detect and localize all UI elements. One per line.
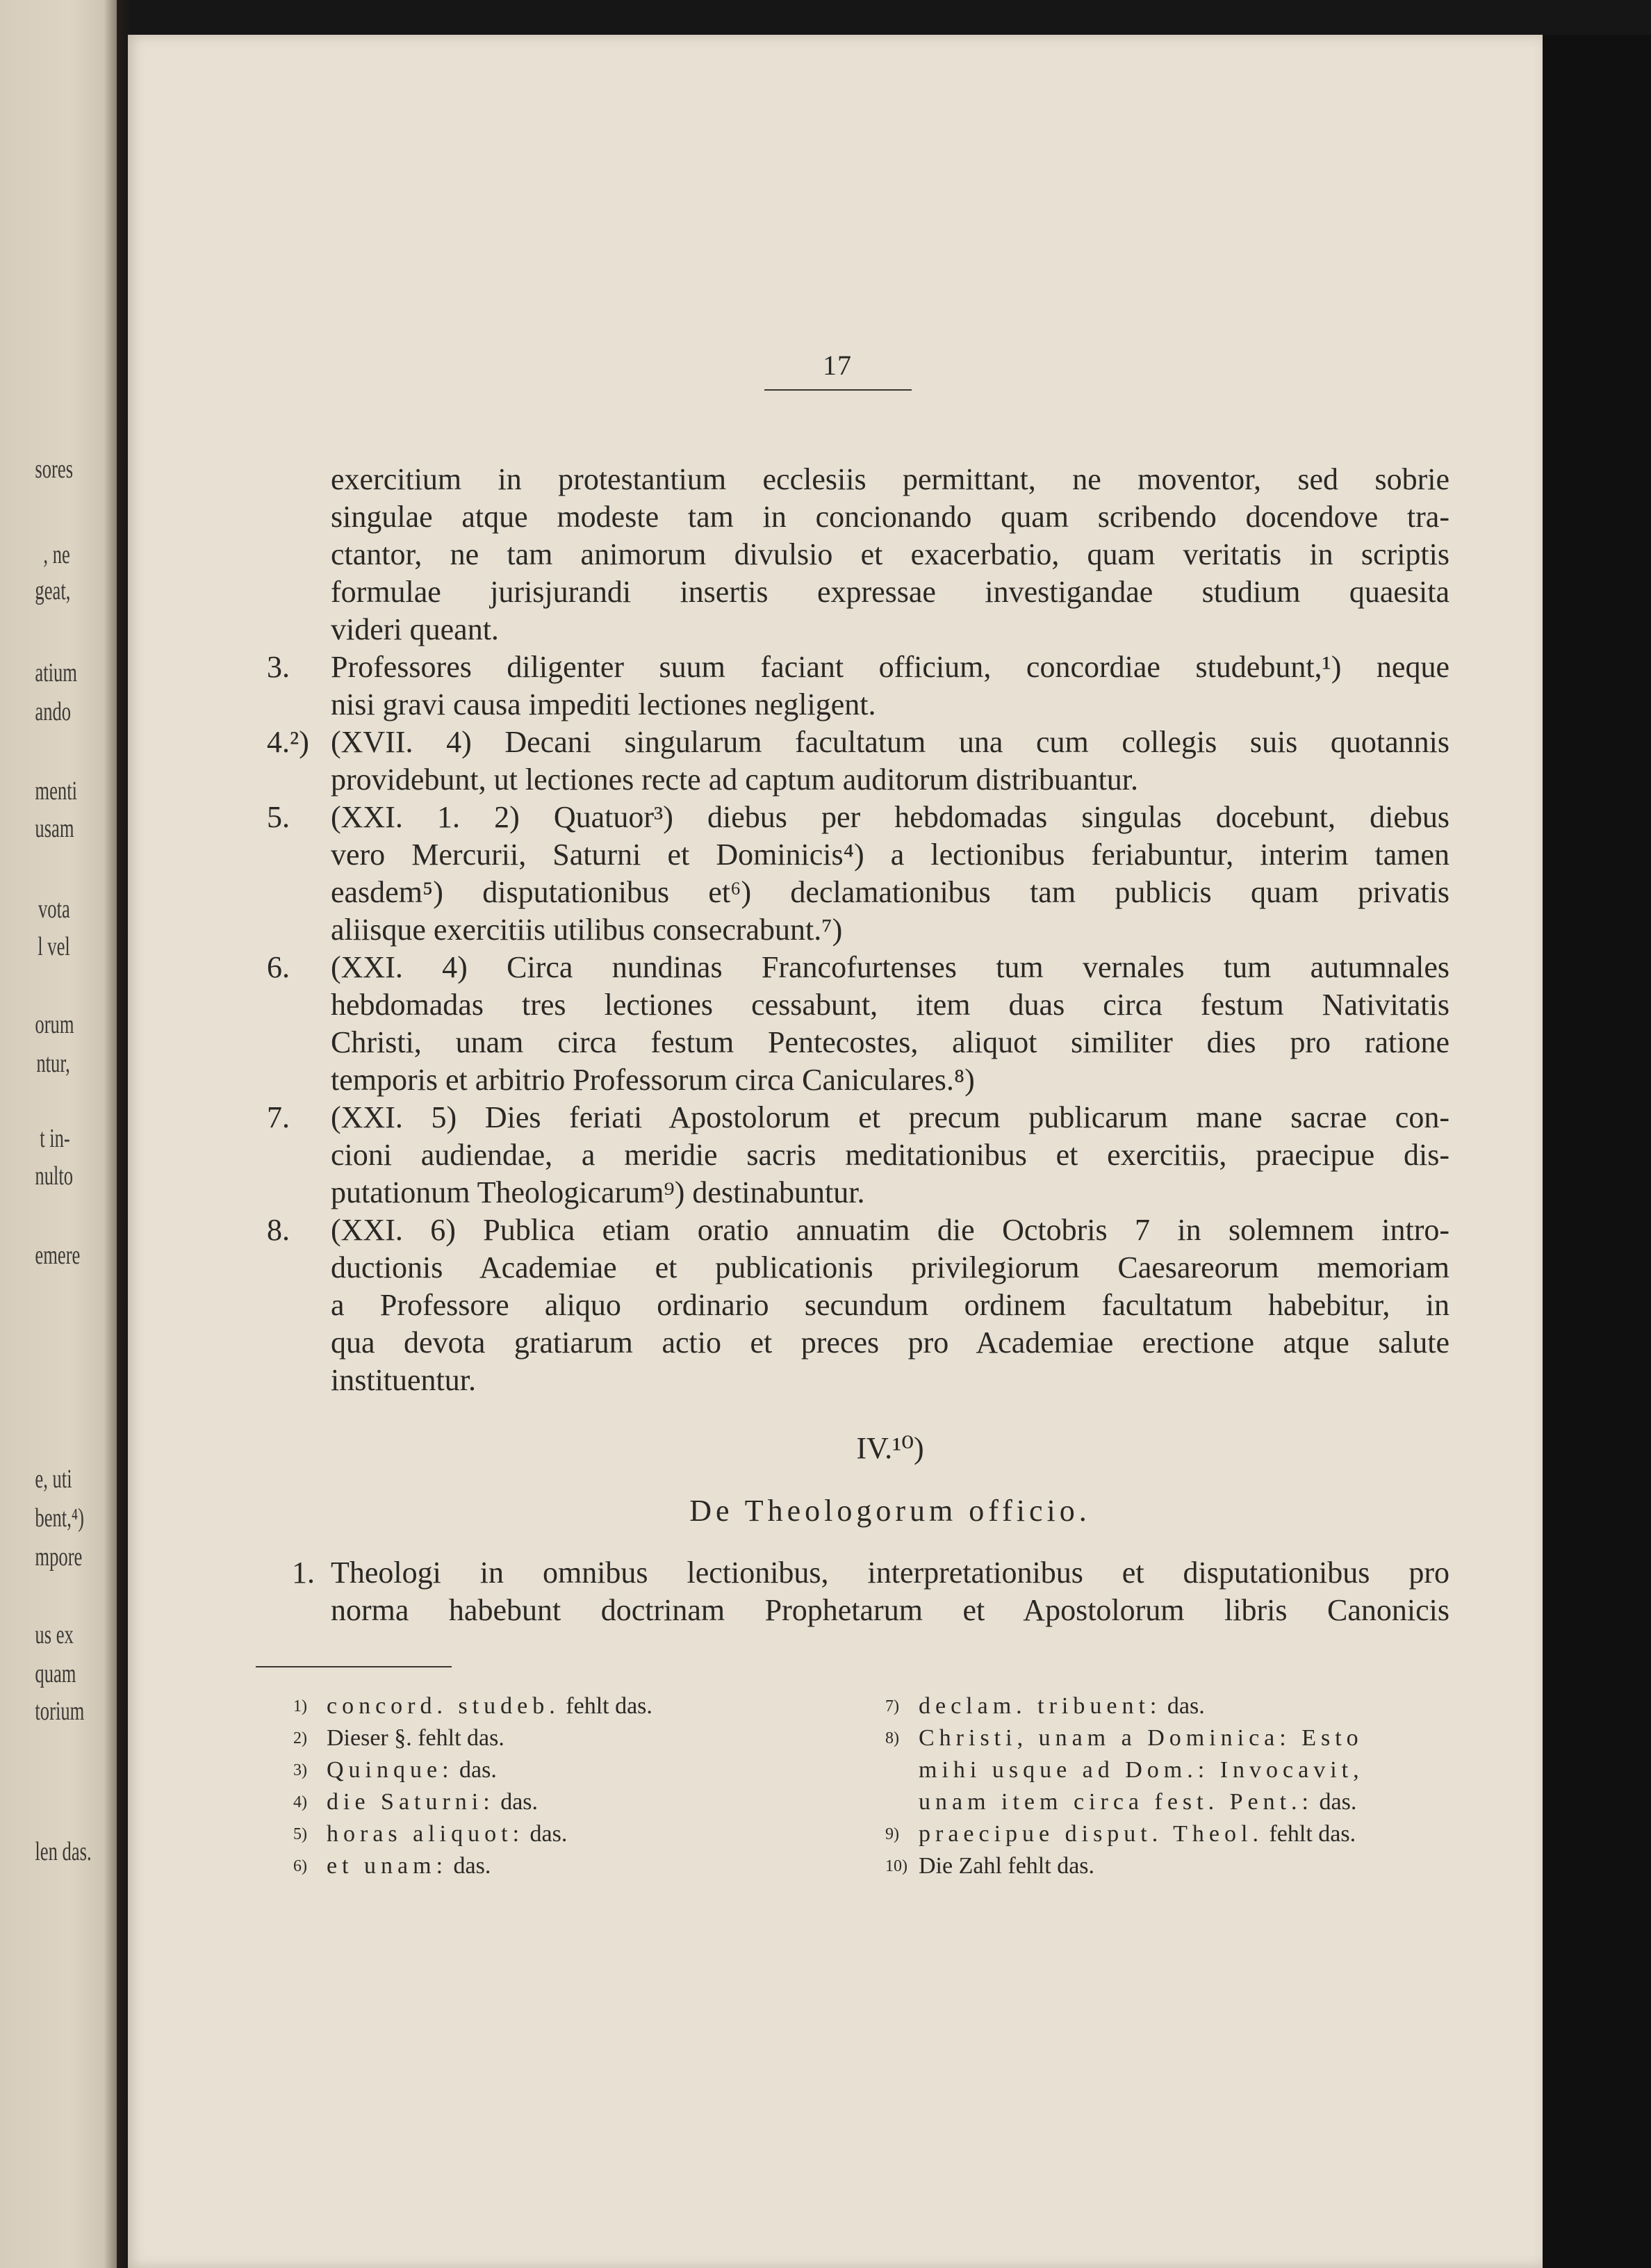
left-fragment: atium xyxy=(35,658,77,687)
previous-page-edge xyxy=(0,0,117,2268)
footnote xyxy=(919,1786,1449,1818)
footnote-mark: 2) xyxy=(293,1729,307,1747)
list-item xyxy=(267,949,1449,1099)
footnote-note: Dieser §. fehlt das. xyxy=(327,1725,504,1751)
text-line: providebunt, ut lectiones recte ad captum auditorum distribuantur. xyxy=(331,762,1139,797)
left-fragment: t in- xyxy=(40,1124,70,1153)
footnote xyxy=(293,1818,757,1850)
footnote-lemma: mihi usque ad Dom.: Invocavit, xyxy=(919,1757,1364,1783)
text-line: hebdomadas tres lectiones cessabunt, item duas circa festum Nativitatis xyxy=(331,988,1449,1022)
footnotes-left xyxy=(293,1690,757,1882)
text-line: a Professore aliquo ordinario secundum ordinem facultatum habebitur, in xyxy=(331,1288,1449,1322)
intro-paragraph xyxy=(331,461,1449,648)
section-title: De Theologorum officio. xyxy=(689,1494,1091,1528)
left-fragment: e, uti xyxy=(35,1465,72,1494)
footnote-mark: 10) xyxy=(885,1857,907,1875)
left-fragment: , ne xyxy=(43,540,70,569)
footnote-mark xyxy=(885,1786,919,1818)
footnote-mark: 5) xyxy=(293,1825,307,1843)
text-line: Professores diligenter suum faciant officium, concordiae studebunt,¹) neque xyxy=(331,650,1449,684)
footnote-rule xyxy=(256,1666,452,1667)
left-fragment: len das. xyxy=(35,1837,92,1866)
left-fragment: usam xyxy=(35,814,74,843)
item-number: 5. xyxy=(267,800,290,834)
footnote-note: das. xyxy=(1313,1789,1357,1815)
text-line: Christi, unam circa festum Pentecostes, aliquot similiter dies pro ratione xyxy=(331,1025,1449,1059)
footnote-lemma: Quinque: xyxy=(327,1757,454,1783)
text-line: videri queant. xyxy=(331,612,499,646)
left-fragment: vota xyxy=(38,895,70,924)
section-heading: IV.¹⁰) xyxy=(856,1431,924,1465)
text-line: qua devota gratiarum actio et preces pro Academiae erectione atque salute xyxy=(331,1325,1449,1360)
footnote-mark xyxy=(885,1754,919,1786)
footnote-lemma: concord. studeb. xyxy=(327,1693,560,1719)
text-line: singulae atque modeste tam in concionando quam scribendo docendove tra- xyxy=(331,500,1449,534)
text-line: formulae jurisjurandi insertis expressae investigandae studium quaesita xyxy=(331,575,1449,609)
footnote xyxy=(293,1754,757,1786)
item-number: 8. xyxy=(267,1213,290,1247)
footnote xyxy=(885,1722,1449,1754)
footnotes-right xyxy=(885,1690,1449,1882)
list-item xyxy=(267,799,1449,949)
text-line: (XXI. 5) Dies feriati Apostolorum et precum publicarum mane sacrae con- xyxy=(331,1100,1449,1134)
item-number: 1. xyxy=(292,1556,315,1590)
footnote-note: das. xyxy=(524,1821,568,1847)
left-fragment: torium xyxy=(35,1697,85,1726)
footnote-mark: 7) xyxy=(885,1697,899,1715)
footnote-lemma: et unam: xyxy=(327,1853,448,1879)
left-fragment: geat, xyxy=(35,576,71,605)
footnote-mark: 8) xyxy=(885,1729,899,1747)
footnote xyxy=(885,1818,1449,1850)
body-text xyxy=(267,461,1449,1399)
footnote-mark: 1) xyxy=(293,1697,307,1715)
left-fragment: bent,⁴) xyxy=(35,1503,84,1533)
footnote xyxy=(919,1754,1449,1786)
text-line: (XXI. 4) Circa nundinas Francofurtenses tum vernales tum autumnales xyxy=(331,950,1449,984)
left-fragment: orum xyxy=(35,1010,74,1039)
left-fragment: ando xyxy=(35,697,72,726)
text-line: putationum Theologicarum⁹) destinabuntur. xyxy=(331,1175,865,1209)
footnote-lemma: praecipue disput. Theol. xyxy=(919,1821,1263,1847)
footnote-note: fehlt das. xyxy=(1263,1821,1356,1847)
footnote-lemma: unam item circa fest. Pent.: xyxy=(919,1789,1313,1815)
page-number-rule xyxy=(764,389,912,391)
section-body xyxy=(292,1554,1449,1629)
text-line: vero Mercurii, Saturni et Dominicis⁴) a lectionibus feriabuntur, interim tamen xyxy=(331,838,1449,872)
footnote-lemma: die Saturni: xyxy=(327,1789,495,1815)
text-line: (XXI. 1. 2) Quatuor³) diebus per hebdomadas singulas docebunt, diebus xyxy=(331,800,1449,834)
footnote-mark: 4) xyxy=(293,1793,307,1811)
left-fragment: mpore xyxy=(35,1542,83,1572)
text-line: (XVII. 4) Decani singularum facultatum una cum collegis suis quotannis xyxy=(331,725,1449,759)
text-line: nisi gravi causa impediti lectiones negligent. xyxy=(331,687,876,721)
background-edge xyxy=(1543,35,1651,2268)
footnote-mark: 3) xyxy=(293,1761,307,1779)
left-fragment: nulto xyxy=(35,1161,74,1191)
list-item xyxy=(267,724,1449,799)
text-line: (XXI. 6) Publica etiam oratio annuatim die Octobris 7 in solemnem intro- xyxy=(331,1213,1449,1247)
left-fragment: menti xyxy=(35,776,77,806)
footnote-lemma: horas aliquot: xyxy=(327,1821,525,1847)
footnote-mark: 9) xyxy=(885,1825,899,1843)
footnote xyxy=(293,1722,757,1754)
footnote xyxy=(885,1850,1449,1882)
footnote xyxy=(293,1786,757,1818)
item-number: 7. xyxy=(267,1100,290,1134)
text-line: cioni audiendae, a meridie sacris meditationibus et exercitiis, praecipue dis- xyxy=(331,1138,1449,1172)
list-item xyxy=(267,648,1449,724)
footnote-lemma: declam. tribuent: xyxy=(919,1693,1162,1719)
footnote-note: fehlt das. xyxy=(559,1693,652,1719)
left-fragment: sores xyxy=(35,455,74,484)
footnote-note: das. xyxy=(453,1757,497,1783)
text-line: instituentur. xyxy=(331,1363,476,1397)
footnote xyxy=(293,1850,757,1882)
text-line: ductionis Academiae et publicationis privilegiorum Caesareorum memoriam xyxy=(331,1250,1449,1284)
list-item xyxy=(267,1099,1449,1211)
text-line: aliisque exercitiis utilibus consecrabunt.⁷) xyxy=(331,913,843,947)
left-fragment: l vel xyxy=(38,932,70,961)
item-number: 3. xyxy=(267,650,290,684)
footnote-note: das. xyxy=(447,1853,491,1879)
footnote-note: das. xyxy=(1161,1693,1205,1719)
footnote-note: Die Zahl fehlt das. xyxy=(919,1853,1095,1879)
footnote xyxy=(293,1690,757,1722)
footnote-lemma: Christi, unam a Dominica: Esto xyxy=(919,1725,1363,1751)
text-line: temporis et arbitrio Professorum circa Caniculares.⁸) xyxy=(331,1063,975,1097)
item-number: 6. xyxy=(267,950,290,984)
text-line: Theologi in omnibus lectionibus, interpretationibus et disputationibus pro xyxy=(331,1556,1449,1590)
left-fragment: us ex xyxy=(35,1620,74,1649)
text-line: easdem⁵) disputationibus et⁶) declamationibus tam publicis quam privatis xyxy=(331,875,1449,909)
list-item xyxy=(292,1554,1449,1629)
text-line: norma habebunt doctrinam Prophetarum et Apostolorum libris Canonicis xyxy=(331,1593,1449,1627)
footnote-note: das. xyxy=(494,1789,539,1815)
left-fragment: ntur, xyxy=(36,1049,70,1078)
item-number: 4.²) xyxy=(267,725,309,759)
footnote-mark: 6) xyxy=(293,1857,307,1875)
page-number: 17 xyxy=(823,350,852,381)
text-line: ctantor, ne tam animorum divulsio et exacerbatio, quam veritatis in scriptis xyxy=(331,537,1449,571)
left-fragment: quam xyxy=(35,1659,76,1688)
text-line: exercitium in protestantium ecclesiis permittant, ne moventor, sed sobrie xyxy=(331,462,1449,496)
left-fragment: emere xyxy=(35,1241,81,1270)
footnote xyxy=(885,1690,1449,1722)
list-item xyxy=(267,1211,1449,1399)
